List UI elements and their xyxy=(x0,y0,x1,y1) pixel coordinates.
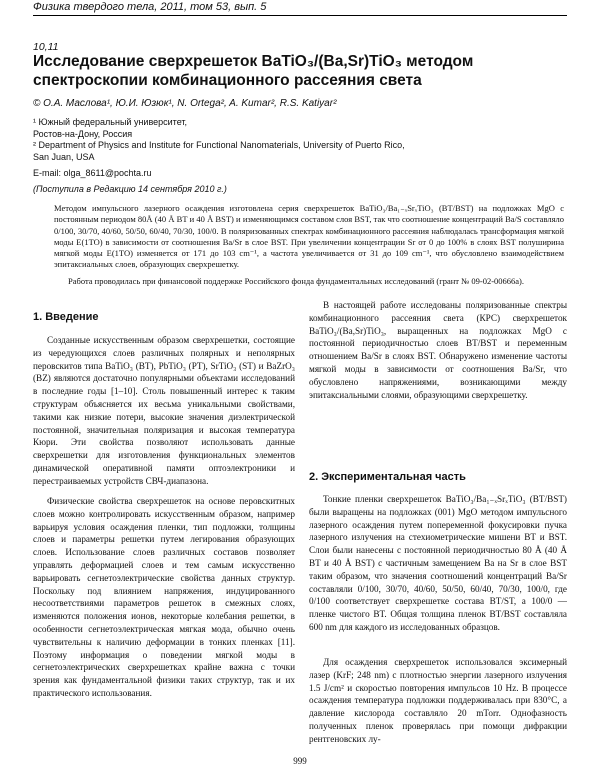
abstract: Методом импульсного лазерного осаждения изготовлена серия сверхрешеток BaTiO₃/Ba₁₋ₓSrₓTiO₃ (BT/BST) на подложках MgO с постоянным периодом 80Å (40 Å BT и 40 Å BST) и изменяющимся составом слоя BST, так что соотношение концентраций Ba/S составляло 0/100, 30/70, 40/60, 50/50, 60/40, 70/30, 100/0. В поляризованных спектрах комбинационного рассеяния наблюдалась трансформация мягкой моды E(1TO) в зависимости от соотношения Ba/Sr в слое BST. При увеличении концентрации Sr от 0 до 100% в слоях BST полуширина мягкой моды E(1TO) изменяется от 171 до 103 cm⁻¹, а частота увеличивается от 31 до 109 cm⁻¹, что обусловлено взаимодействием эпитаксиальных слоев, образующих сверхрешетку. xyxy=(54,203,564,270)
paragraph: Тонкие пленки сверхрешеток BaTiO₃/Ba₁₋ₓSrₓTiO₃ (BT/BST) были выращены на подложках (001) MgO методом импульсного лазерного осаждения путем попеременной фокусировки пучка лазерного излучения на стехиометрические мишени BT и BST. Слои были нанесены с постоянной периодичностью 80 Å (40 Å BT и 40 Å BST) с частичным замещением Ba на Sr в слое BST таким образом, что значения соотношений концентраций Ba/Sr составляли 0/100, 30/70, 40/60, 50/50, 60/40, 70/30, 100/0, где 0/100 соответствует сверхрешетке состава BT/ST, а 100/0 — пленке чистого BT. Общая толщина пленок BT/BST составляла 600 nm для каждого из исследованных образцов. xyxy=(309,494,567,632)
title-line-1: Исследование сверхрешеток BaTiO₃/(Ba,Sr)TiO₃ методом xyxy=(33,53,474,70)
affiliation-line: Ростов-на-Дону, Россия xyxy=(33,128,133,139)
funding-note: Работа проводилась при финансовой поддержке Российского фонда фундаментальных исследований (грант № 09-02-00666а). xyxy=(68,276,525,286)
journal-header: Физика твердого тела, 2011, том 53, вып. 5 xyxy=(33,1,267,13)
contact-email: E-mail: olga_8611@pochta.ru xyxy=(33,168,152,178)
intro-paragraph-3 xyxy=(309,299,567,401)
affiliation-line: San Juan, USA xyxy=(33,151,95,162)
affiliation-line: ² Department of Physics and Institute for Functional Nanomaterials, University of Puerto Rico, xyxy=(33,140,405,150)
article-code: 10,11 xyxy=(33,41,59,53)
authors: © О.А. Маслова¹, Ю.И. Юзюк¹, N. Ortega², A. Kumar², R.S. Katiyar² xyxy=(33,98,337,109)
experimental-paragraph-2 xyxy=(309,656,567,746)
experimental-paragraph-1 xyxy=(309,493,567,634)
received-date: (Поступила в Редакцию 14 сентября 2010 г.) xyxy=(33,184,227,194)
paragraph: Созданные искусственным образом сверхрешетки, состоящие из чередующихся слоев различных полярных и неполярных перовскитов типа BaTiO₃ (BT), PbTiO₃ (PT), SrTiO₃ (ST) и BaZrO₃ (BZ) являются достаточно популярными объектами исследований в последние годы [1–10]. Столь повышенный интерес к таким структурам объясняется их весьма уникальными свойствами, такими как низкие потери, высокие значения диэлектрической постоянной, значительная поляризация и высокая температура Кюри. Эти свойства позволяют использовать данные сверхрешетки для изготовления функциональных элементов динамической оперативной памяти оптоэлектроники и перестраиваемых устройств СВЧ-диапазона. xyxy=(33,335,295,486)
section-heading-introduction: 1. Введение xyxy=(33,311,99,323)
affiliations xyxy=(33,117,573,163)
paragraph: В настоящей работе исследованы поляризованные спектры комбинационного рассеяния света (КРС) сверхрешеток BaTiO₃/(Ba,Sr)TiO₃, выращенных на подложках MgO с постоянной периодичностью слоев BT/BST и переменным отношением Ba/Sr в слоях BST. Обнаружено изменение частоты мягкой моды в зависимости от соотношения Ba/Sr, что обусловлено напряжениями, возникающими между эпитаксиальными слоями, образующими сверхрешетку. xyxy=(309,300,567,400)
title-line-2: спектроскопии комбинационного рассеяния света xyxy=(33,72,422,89)
header-rule xyxy=(33,15,567,16)
page-number: 999 xyxy=(293,756,307,766)
article-title xyxy=(33,52,573,90)
intro-paragraph-2 xyxy=(33,495,295,700)
paragraph: Для осаждения сверхрешеток использовался эксимерный лазер (KrF; 248 nm) с плотностью энергии лазерного излучения 1.5 J/cm² и скоростью повторения импульсов 10 Hz. В процессе осаждения температура подложки поддерживалась при 830°C, а давление кислорода составляло 20 mTorr. Однофазность полученных пленок проверялась при помощи дифракции рентгеновских лу- xyxy=(309,657,567,744)
section-heading-experimental: 2. Экспериментальная часть xyxy=(309,471,466,483)
affiliation-line: ¹ Южный федеральный университет, xyxy=(33,117,188,127)
paragraph: Физические свойства сверхрешеток на основе перовскитных слоев можно контролировать искусственным образом, например варьируя условия осаждения пленки, тип подложки, толщины слоев и параметры решетки путем легирования образующих слоев. Использование слоев различных составов позволяет управлять деформацией слоев и тем самым искусственно варьировать сегнетоэлектрические свойства данных структур. Поскольку под влиянием напряжения, индуцированного несоответствиями параметров решеток в смежных слоях, изменяются положения ионов, некоторые колебания решетки, в особенности сегнетоэлектрическая мягкая мода, обычно очень чувствительны к наличию деформации в тонких пленках [11]. Поэтому информация о поведении мягкой моды в сегнетоэлектрических сверхрешетках крайне важна с точки зрения как фундаментальной физики таких структур, так и их практического использования. xyxy=(33,496,295,698)
intro-paragraph-1 xyxy=(33,334,295,488)
